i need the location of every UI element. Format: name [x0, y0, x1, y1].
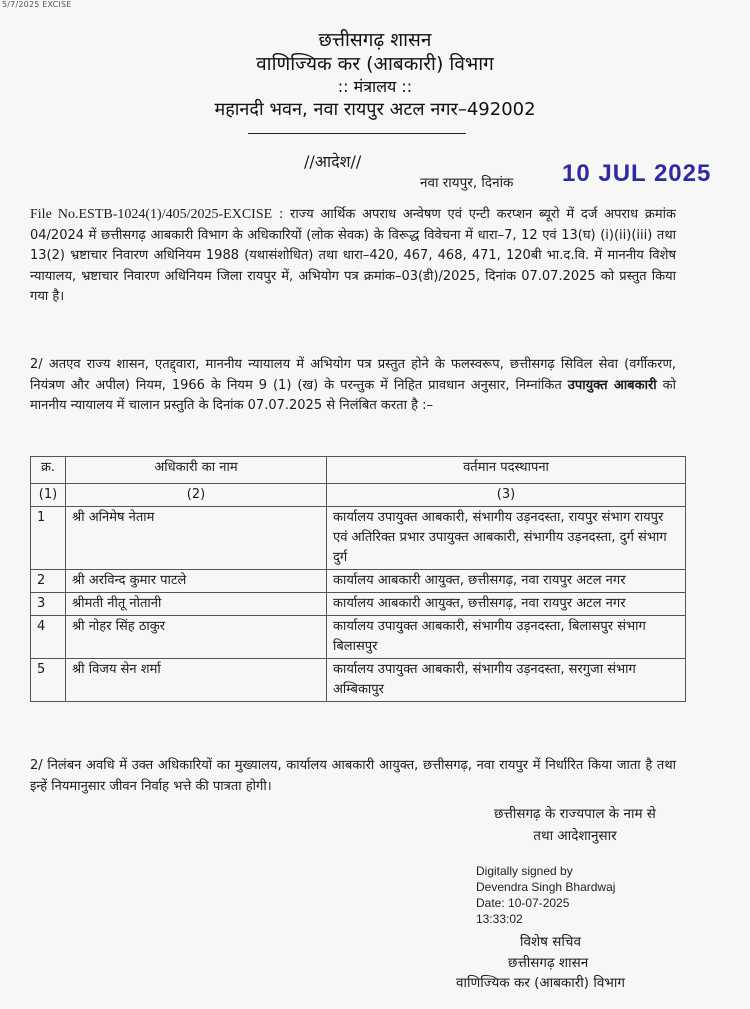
officer-name: श्री अनिमेष नेताम	[66, 507, 327, 570]
signoff-line-2: तथा आदेशानुसार	[533, 828, 617, 844]
header-divider	[248, 133, 466, 134]
column-number-row	[31, 484, 686, 507]
order-title: //आदेश//	[304, 152, 362, 171]
digital-signature	[476, 863, 615, 927]
header-government: छत्तीसगढ़ शासन	[318, 29, 432, 51]
row-serial: 3	[31, 593, 66, 616]
table-row	[31, 570, 686, 593]
digital-signature-line: Digitally signed by	[476, 864, 573, 878]
paragraph-2-bold: उपायुक्त आबकारी	[567, 377, 657, 393]
column-number: (1)	[31, 484, 66, 507]
column-header-name: अधिकारी का नाम	[66, 457, 327, 484]
place-date-label: नवा रायपुर, दिनांक	[420, 175, 514, 191]
column-header-posting: वर्तमान पदस्थापना	[327, 457, 686, 484]
table-row	[31, 659, 686, 702]
officer-government: छत्तीसगढ़ शासन	[508, 955, 589, 971]
signoff-line-1: छत्तीसगढ़ के राज्यपाल के नाम से	[494, 806, 656, 822]
officer-posting: कार्यालय उपायुक्त आबकारी, संभागीय उड़नदस्ता, सरगुजा संभाग अम्बिकापुर	[327, 659, 686, 702]
file-number: File No.ESTB-1024(1)/405/2025-EXCISE	[30, 207, 273, 222]
officer-name: श्री विजय सेन शर्मा	[66, 659, 327, 702]
table-row	[31, 593, 686, 616]
paragraph-2-text: 2/ अतएव राज्य शासन, एतद्द्वारा, माननीय न्यायालय में अभियोग पत्र प्रस्तुत होने के फलस्वरूप, छत्तीसगढ़ सिविल सेवा (वर्गीकरण, नियंत्रण और अपील) नियम, 1966 के नियम 9 (1) (ख) के परन्तुक में निहित प्रावधान अनुसार, निम्नांकित	[30, 357, 676, 393]
row-serial: 5	[31, 659, 66, 702]
officer-designation: विशेष सचिव	[520, 934, 581, 950]
officer-posting: कार्यालय आबकारी आयुक्त, छत्तीसगढ़, नवा रायपुर अटल नगर	[327, 570, 686, 593]
row-serial: 4	[31, 616, 66, 659]
table-header-row	[31, 457, 686, 484]
column-header-sn: क्र.	[31, 457, 66, 484]
table-row	[31, 616, 686, 659]
header-address: महानदी भवन, नवा रायपुर अटल नगर–492002	[214, 99, 536, 120]
file-stamp: 5/7/2025 EXCISE	[2, 0, 72, 9]
officer-name: श्री अरविन्द कुमार पाटले	[66, 570, 327, 593]
digital-signature-signer: Devendra Singh Bhardwaj	[476, 880, 616, 894]
officer-posting: कार्यालय उपायुक्त आबकारी, संभागीय उड़नदस्ता, बिलासपुर संभाग बिलासपुर	[327, 616, 686, 659]
officer-name: श्री नोहर सिंह ठाकुर	[66, 616, 327, 659]
header-ministry: :: मंत्रालय ::	[337, 77, 413, 96]
digital-signature-time: 13:33:02	[476, 912, 523, 926]
paragraph-2	[30, 355, 676, 417]
suspended-officers-table	[30, 456, 686, 702]
officer-posting: कार्यालय आबकारी आयुक्त, छत्तीसगढ़, नवा रायपुर अटल नगर	[327, 593, 686, 616]
officer-department: वाणिज्यिक कर (आबकारी) विभाग	[456, 975, 625, 991]
row-serial: 1	[31, 507, 66, 570]
officer-name: श्रीमती नीतू नोतानी	[66, 593, 327, 616]
table-row	[31, 507, 686, 570]
paragraph-1-text: : राज्य आर्थिक अपराध अन्वेषण एवं एन्टी करप्शन ब्यूरो में दर्ज अपराध क्रमांक 04/2024 में छत्तीसगढ़ आबकारी विभाग के अधिकारियों (लोक सेवक) के विरूद्ध विवेचना में धारा–7, 12 एवं 13(घ) (i)(ii)(iii) तथा 13(2) भ्रष्टाचार निवारण अधिनियम 1988 (यथासंशोधित) तथा धारा–420, 467, 468, 471, 120बी भा.द.वि. में माननीय विशेष न्यायालय, भ्रष्टाचार निवारण अधिनियम जिला रायपुर में, अभियोग पत्र क्रमांक–03(डी)/2025, दिनांक 07.07.2025 को प्रस्तुत किया गया है।	[30, 207, 676, 304]
row-serial: 2	[31, 570, 66, 593]
date-stamp: 10 JUL 2025	[562, 160, 712, 187]
column-number: (2)	[66, 484, 327, 507]
paragraph-3: 2/ निलंबन अवधि में उक्त अधिकारियों का मुख्यालय, कार्यालय आबकारी आयुक्त, छत्तीसगढ़, नवा रायपुर में निर्धारित किया जाता है तथा इन्हें नियमानुसार जीवन निर्वाह भत्ते की पात्रता होगी।	[30, 758, 676, 794]
digital-signature-date: Date: 10-07-2025	[476, 896, 570, 910]
officer-posting: कार्यालय उपायुक्त आबकारी, संभागीय उड़नदस्ता, रायपुर संभाग रायपुर एवं अतिरिक्त प्रभार उपायुक्त आबकारी, संभागीय उड़नदस्ता, दुर्ग संभाग दुर्ग	[327, 507, 686, 570]
header-department: वाणिज्यिक कर (आबकारी) विभाग	[256, 53, 494, 75]
column-number: (3)	[327, 484, 686, 507]
paragraph-2-text-end: को माननीय न्यायालय में चालान प्रस्तुति के दिनांक 07.07.2025 से निलंबित करता है :–	[30, 377, 676, 413]
paragraph-1	[30, 205, 676, 308]
